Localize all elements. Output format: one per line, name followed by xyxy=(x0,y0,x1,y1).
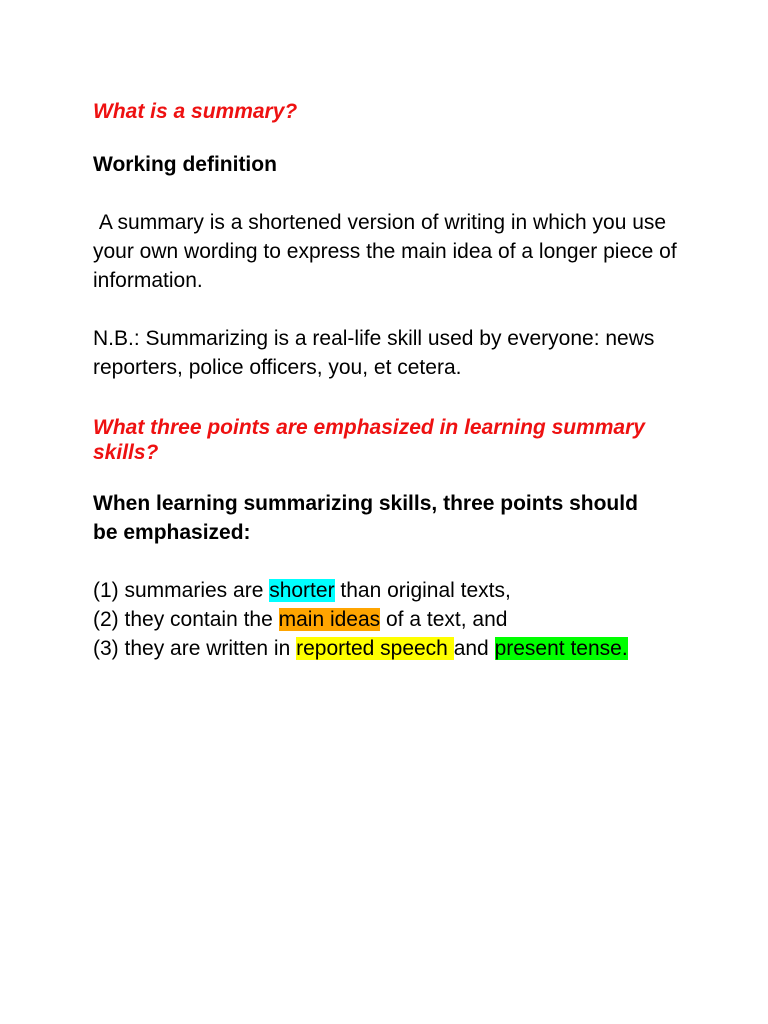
heading-what-is-summary: What is a summary? xyxy=(93,100,298,123)
definition-paragraph: A summary is a shortened version of writing in which you use your own wording to express the main idea of a longer piece of information. xyxy=(93,211,683,292)
note-paragraph: N.B.: Summarizing is a real-life skill used by everyone: news reporters, police officers, you, et cetera. xyxy=(93,327,655,379)
point-3-mid: and xyxy=(453,637,495,660)
point-2 xyxy=(93,605,653,634)
highlight-shorter: shorter xyxy=(269,579,335,602)
point-1-after: than original texts, xyxy=(334,579,511,602)
point-2-after: of a text, and xyxy=(380,608,508,631)
point-3-before: (3) they are written in xyxy=(93,637,297,660)
point-1-before: (1) summaries are xyxy=(93,579,270,602)
heading-working-definition: Working definition xyxy=(93,153,277,176)
points-list xyxy=(93,576,653,663)
point-2-before: (2) they contain the xyxy=(93,608,279,631)
highlight-main-ideas: main ideas xyxy=(278,608,381,631)
heading-when-learning: When learning summarizing skills, three points should be emphasized: xyxy=(93,492,638,544)
highlight-reported-speech: reported speech xyxy=(296,637,454,660)
highlight-present-tense: present tense. xyxy=(494,637,628,660)
point-1 xyxy=(93,576,653,605)
point-3 xyxy=(93,634,653,663)
heading-three-points: What three points are emphasized in learning summary skills? xyxy=(93,416,645,464)
